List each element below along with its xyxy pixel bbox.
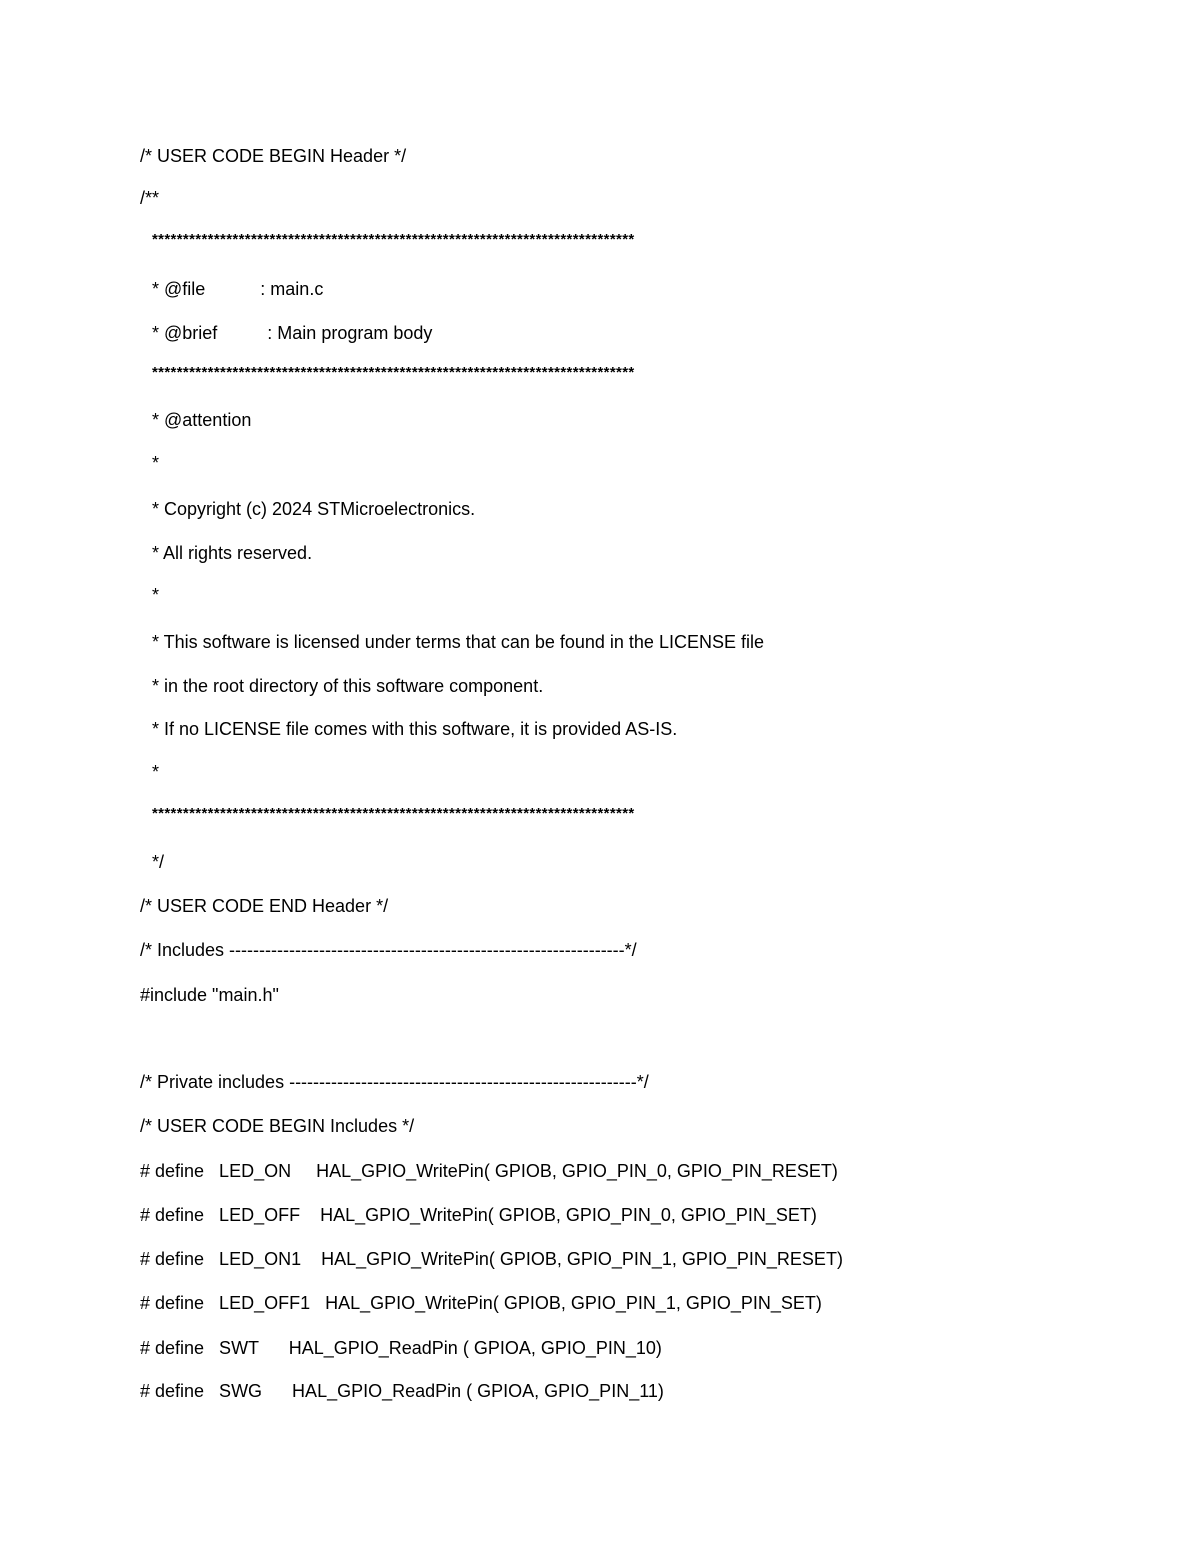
code-line-rights: * All rights reserved. <box>152 543 313 563</box>
code-line-define-led-off: # define LED_OFF HAL_GPIO_WritePin( GPIOB, GPIO_PIN_0, GPIO_PIN_SET) <box>140 1205 817 1225</box>
code-line-header-begin: /* USER CODE BEGIN Header */ <box>140 146 407 166</box>
code-line-license-2: * in the root directory of this software component. <box>152 676 544 696</box>
code-line-copyright: * Copyright (c) 2024 STMicroelectronics. <box>152 499 476 519</box>
code-line-includes-begin: /* USER CODE BEGIN Includes */ <box>140 1116 415 1136</box>
code-line-star: * <box>152 453 160 473</box>
code-line-define-led-on1: # define LED_ON1 HAL_GPIO_WritePin( GPIOB, GPIO_PIN_1, GPIO_PIN_RESET) <box>140 1249 843 1269</box>
code-line-comment-close: */ <box>152 852 165 872</box>
code-line-star: * <box>152 585 160 605</box>
code-line-private-includes: /* Private includes ----------------------------------------------------------*/ <box>140 1072 649 1092</box>
code-line-comment-open: /** <box>140 188 160 208</box>
code-line-define-led-on: # define LED_ON HAL_GPIO_WritePin( GPIOB, GPIO_PIN_0, GPIO_PIN_RESET) <box>140 1161 838 1181</box>
code-line-star-divider: ****************************************************************************** <box>152 807 635 821</box>
code-line-brief: * @brief : Main program body <box>152 323 433 343</box>
code-line-file: * @file : main.c <box>152 279 324 299</box>
code-line-star-divider: ****************************************************************************** <box>152 366 635 380</box>
code-line-include-main: #include "main.h" <box>140 985 279 1005</box>
code-line-license-1: * This software is licensed under terms that can be found in the LICENSE file <box>152 632 764 652</box>
code-line-define-led-off1: # define LED_OFF1 HAL_GPIO_WritePin( GPIOB, GPIO_PIN_1, GPIO_PIN_SET) <box>140 1293 822 1313</box>
code-line-license-3: * If no LICENSE file comes with this software, it is provided AS-IS. <box>152 719 678 739</box>
code-line-attention: * @attention <box>152 410 252 430</box>
code-line-star: * <box>152 762 160 782</box>
code-line-includes-comment: /* Includes ------------------------------------------------------------------*/ <box>140 940 637 960</box>
code-line-define-swt: # define SWT HAL_GPIO_ReadPin ( GPIOA, GPIO_PIN_10) <box>140 1338 662 1358</box>
code-line-star-divider: ****************************************************************************** <box>152 233 635 247</box>
code-line-header-end: /* USER CODE END Header */ <box>140 896 389 916</box>
code-line-define-swg: # define SWG HAL_GPIO_ReadPin ( GPIOA, GPIO_PIN_11) <box>140 1381 664 1401</box>
